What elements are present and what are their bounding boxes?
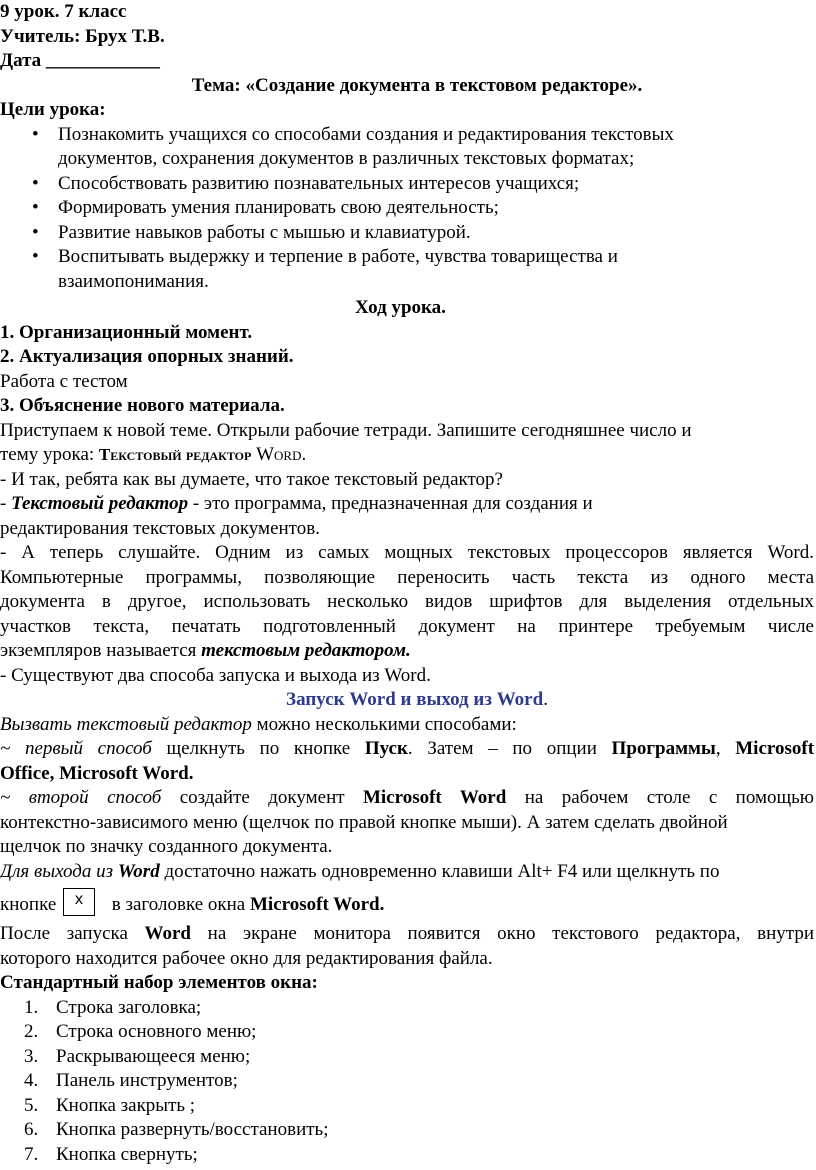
bullet: • bbox=[32, 172, 39, 194]
paragraph-line-last: экземпляров называется текстовым редактором. bbox=[0, 640, 411, 661]
list-item: 6. Кнопка развернуть/восстановить; bbox=[24, 1119, 329, 1140]
launch-intro: Вызвать текстовый редактор можно несколькими способами: bbox=[0, 713, 517, 735]
bullet: • bbox=[32, 246, 39, 267]
list-item: 1. Строка заголовка; bbox=[24, 996, 202, 1018]
two-ways-line: - Существуют два способа запуска и выхода из Word. bbox=[0, 664, 431, 686]
list-item: 7. Кнопка свернуть; bbox=[24, 1143, 198, 1165]
definition-line-2: редактирования текстовых документов. bbox=[0, 517, 320, 539]
intro-line-2: тему урока: Текстовый редактор Word. bbox=[0, 444, 307, 465]
bullet: • bbox=[32, 221, 39, 243]
section-1: 1. Организационный момент. bbox=[0, 321, 253, 343]
topic-line: Тема: «Создание документа в текстовом редакторе». bbox=[191, 74, 643, 96]
exit-line: Для выхода из Word достаточно нажать одновременно клавиши Alt+ F4 или щелкнуть по bbox=[0, 860, 720, 882]
definition-line: - Текстовый редактор - это программа, предназначенная для создания и bbox=[0, 493, 593, 514]
window-elements-list bbox=[0, 996, 814, 1168]
after-launch-line: После запуска Word на экране монитора появится окно текстового редактора, внутри bbox=[0, 923, 814, 944]
paragraph-line: документа в другое, использовать несколько видов шрифтов для выделения отдельных bbox=[0, 591, 814, 612]
list-item: 4. Панель инструментов; bbox=[24, 1070, 238, 1091]
close-button-line: кнопке x в заголовке окна Microsoft Word. bbox=[0, 888, 814, 920]
paragraph-line: участков текста, печатать подготовленный документ на принтере требуемым числе bbox=[0, 615, 814, 637]
lesson-topic: Текстовый редактор bbox=[98, 445, 252, 464]
paragraph-line: - А теперь слушайте. Одним из самых мощных текстовых процессоров является Word. bbox=[0, 542, 814, 563]
date-label: Дата bbox=[0, 50, 42, 71]
term-text-editor: текстовым редактором. bbox=[201, 640, 411, 661]
goal-item: • Познакомить учащихся со способами создания и редактирования текстовых документов, сохранения документов в различных текстовых форматах; bbox=[32, 123, 674, 169]
method-2-line-3: щелчок по значку созданного документа. bbox=[0, 836, 333, 857]
definition-term: Текстовый редактор bbox=[11, 493, 189, 514]
goal-item: • Развитие навыков работы с мышью и клавиатурой. bbox=[0, 221, 814, 246]
section-2: 2. Актуализация опорных знаний. bbox=[0, 346, 294, 367]
paragraph-line: Компьютерные программы, позволяющие переносить часть текста из одного места bbox=[0, 566, 814, 588]
method-1-line: ~ первый способ щелкнуть по кнопке Пуск. Затем – по опции Программы, Microsoft bbox=[0, 738, 815, 759]
list-item: 2. Строка основного меню; bbox=[24, 1021, 257, 1042]
goal-item: • Способствовать развитию познавательных интересов учащихся; bbox=[0, 172, 814, 197]
lesson-topic-word: Word bbox=[256, 444, 302, 465]
launch-title: Запуск Word и выход из Word. bbox=[286, 689, 548, 710]
bullet: • bbox=[32, 123, 39, 145]
method-1-line-2: Office, Microsoft Word. bbox=[0, 762, 194, 784]
after-launch-line-2: которого находится рабочее окно для редактирования файла. bbox=[0, 947, 493, 969]
section-3: 3. Объяснение нового материала. bbox=[0, 395, 285, 416]
course-title: Ход урока. bbox=[355, 297, 446, 318]
window-elements-title: Стандартный набор элементов окна: bbox=[0, 972, 318, 993]
test-line: Работа с тестом bbox=[0, 370, 128, 392]
date-blank: ____________ bbox=[45, 50, 160, 71]
bullet: • bbox=[32, 197, 39, 218]
intro-line-1: Приступаем к новой теме. Открыли рабочие тетради. Запишите сегодняшнее число и bbox=[0, 419, 692, 441]
teacher-line: Учитель: Брух Т.В. bbox=[0, 25, 165, 47]
goals-title: Цели урока: bbox=[0, 99, 106, 120]
date-line bbox=[0, 49, 814, 74]
list-item: 3. Раскрывающееся меню; bbox=[24, 1045, 251, 1067]
goal-item: • Формировать умения планировать свою деятельность; bbox=[0, 196, 814, 221]
method-2-line-2: контекстно-зависимого меню (щелчок по правой кнопке мыши). А затем сделать двойной bbox=[0, 811, 728, 833]
goals-list bbox=[0, 123, 814, 295]
lesson-line: 9 урок. 7 класс bbox=[0, 1, 127, 22]
method-2-line: ~ второй способ создайте документ Microsoft Word на рабочем столе с помощью bbox=[0, 787, 815, 808]
list-item: 5. Кнопка закрыть ; bbox=[24, 1094, 196, 1116]
goal-item: • Воспитывать выдержку и терпение в работе, чувства товарищества и взаимопонимания. bbox=[32, 246, 618, 292]
close-x-icon: x bbox=[63, 888, 95, 916]
question-line: - И так, ребята как вы думаете, что такое текстовый редактор? bbox=[0, 468, 503, 490]
